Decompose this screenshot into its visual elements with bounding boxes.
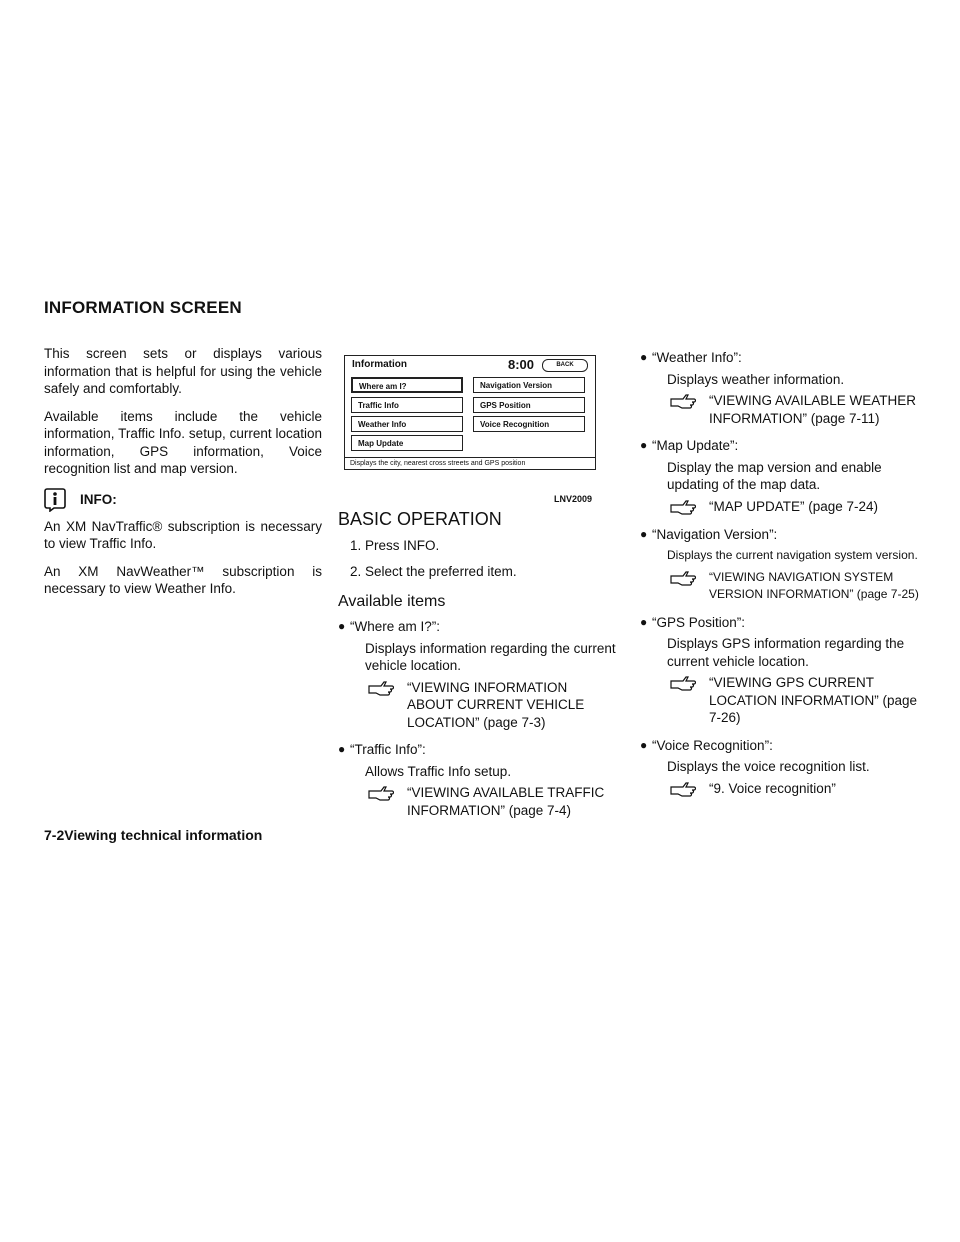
screen-title: Information bbox=[352, 359, 407, 370]
intro-column bbox=[44, 345, 322, 608]
back-button[interactable]: BACK bbox=[542, 359, 588, 372]
reference-text: “VIEWING AVAILABLE WEATHER INFORMATION” (page 7-11) bbox=[709, 393, 917, 426]
pointing-hand-icon bbox=[368, 784, 394, 802]
pointing-hand-icon bbox=[368, 679, 394, 697]
reference-text: “VIEWING GPS CURRENT LOCATION INFORMATION” (page 7-26) bbox=[709, 675, 918, 725]
bullet-icon: ● bbox=[640, 438, 648, 452]
map-update-button[interactable]: Map Update bbox=[351, 435, 463, 451]
pointing-hand-icon bbox=[670, 780, 696, 798]
item-name: “Navigation Version”: bbox=[652, 526, 778, 542]
figure-caption: LNV2009 bbox=[554, 494, 593, 504]
item-weather-info bbox=[640, 349, 920, 367]
bullet-icon: ● bbox=[338, 619, 346, 633]
pointing-hand-icon bbox=[670, 392, 696, 410]
where-am-i-button[interactable]: Where am I? bbox=[351, 377, 463, 393]
info-heading bbox=[44, 488, 322, 512]
bullet-icon: ● bbox=[640, 614, 648, 629]
item-description: Display the map version and enable updating of the map data. bbox=[667, 459, 882, 492]
gps-position-button[interactable]: GPS Position bbox=[473, 397, 585, 413]
item-navigation-version bbox=[640, 526, 920, 544]
item-map-update bbox=[640, 437, 920, 455]
step-1: 1. Press INFO. bbox=[350, 537, 440, 553]
page-number: 7-2 bbox=[44, 827, 65, 843]
info-icon bbox=[44, 488, 66, 512]
item-gps-position bbox=[640, 614, 920, 632]
screen-time: 8:00 bbox=[508, 357, 535, 372]
item-name: “Traffic Info”: bbox=[350, 742, 426, 757]
item-description: Displays the voice recognition list. bbox=[667, 759, 870, 774]
item-description: Displays GPS information regarding the current vehicle location. bbox=[667, 636, 905, 669]
item-name: “Where am I?”: bbox=[350, 619, 441, 634]
reference-text: “9. Voice recognition” bbox=[709, 780, 836, 796]
available-items-heading: Available items bbox=[338, 592, 446, 610]
item-reference bbox=[670, 674, 920, 727]
intro-paragraph-2: Available items include the vehicle information, Traffic Info. setup, current location information, GPS information, Voice recognition list and map version. bbox=[44, 408, 322, 476]
reference-text: “MAP UPDATE” (page 7-24) bbox=[709, 498, 879, 514]
bullet-icon: ● bbox=[640, 350, 648, 364]
item-description: Displays information regarding the current vehicle location. bbox=[365, 640, 616, 673]
screen-status-bar: Displays the city, nearest cross streets and GPS position bbox=[345, 457, 595, 469]
weather-info-button[interactable]: Weather Info bbox=[351, 416, 463, 432]
item-name: “Map Update”: bbox=[652, 438, 739, 453]
pointing-hand-icon bbox=[670, 569, 696, 587]
bullet-icon: ● bbox=[338, 742, 346, 756]
item-reference bbox=[670, 569, 920, 604]
section-title: INFORMATION SCREEN bbox=[44, 298, 242, 317]
item-description: Displays weather information. bbox=[667, 371, 845, 387]
item-voice-recognition bbox=[640, 737, 920, 755]
bullet-icon: ● bbox=[640, 737, 648, 752]
item-where-am-i bbox=[338, 618, 616, 636]
item-description: Displays the current navigation system version. bbox=[667, 548, 918, 562]
reference-text: “VIEWING AVAILABLE TRAFFIC INFORMATION” (page 7-4) bbox=[407, 785, 605, 818]
intro-paragraph-1: This screen sets or displays various information that is helpful for using the vehicle safely and comfortably. bbox=[44, 346, 322, 396]
traffic-info-button[interactable]: Traffic Info bbox=[351, 397, 463, 413]
pointing-hand-icon bbox=[670, 498, 696, 516]
reference-text: “VIEWING NAVIGATION SYSTEM VERSION INFORMATION” (page 7-25) bbox=[709, 569, 919, 601]
item-reference bbox=[670, 498, 920, 516]
reference-text: “VIEWING INFORMATION ABOUT CURRENT VEHICLE LOCATION” (page 7-3) bbox=[407, 679, 585, 730]
step-2: 2. Select the preferred item. bbox=[350, 564, 517, 579]
item-description: Allows Traffic Info setup. bbox=[365, 763, 512, 779]
item-reference bbox=[368, 679, 616, 732]
info-note-1: An XM NavTraffic® subscription is necessary to view Traffic Info. bbox=[44, 518, 322, 551]
basic-operation-heading: BASIC OPERATION bbox=[338, 509, 502, 529]
item-reference bbox=[670, 780, 920, 798]
item-traffic-info bbox=[338, 741, 616, 759]
voice-recognition-button[interactable]: Voice Recognition bbox=[473, 416, 585, 432]
item-reference bbox=[670, 392, 920, 427]
operation-column bbox=[338, 511, 616, 829]
information-screen-figure bbox=[344, 355, 596, 470]
navigation-version-button[interactable]: Navigation Version bbox=[473, 377, 585, 393]
item-reference bbox=[368, 784, 616, 819]
item-name: “Voice Recognition”: bbox=[652, 737, 773, 753]
item-name: “GPS Position”: bbox=[652, 614, 746, 630]
pointing-hand-icon bbox=[670, 674, 696, 692]
info-label: INFO: bbox=[80, 491, 117, 507]
chapter-title: Viewing technical information bbox=[64, 827, 263, 843]
page-footer bbox=[44, 827, 262, 843]
info-note-2: An XM NavWeather™ subscription is necessary to view Weather Info. bbox=[44, 563, 322, 596]
item-name: “Weather Info”: bbox=[652, 350, 742, 365]
bullet-icon: ● bbox=[640, 526, 648, 541]
steps-list bbox=[338, 537, 616, 581]
items-column bbox=[640, 345, 920, 808]
